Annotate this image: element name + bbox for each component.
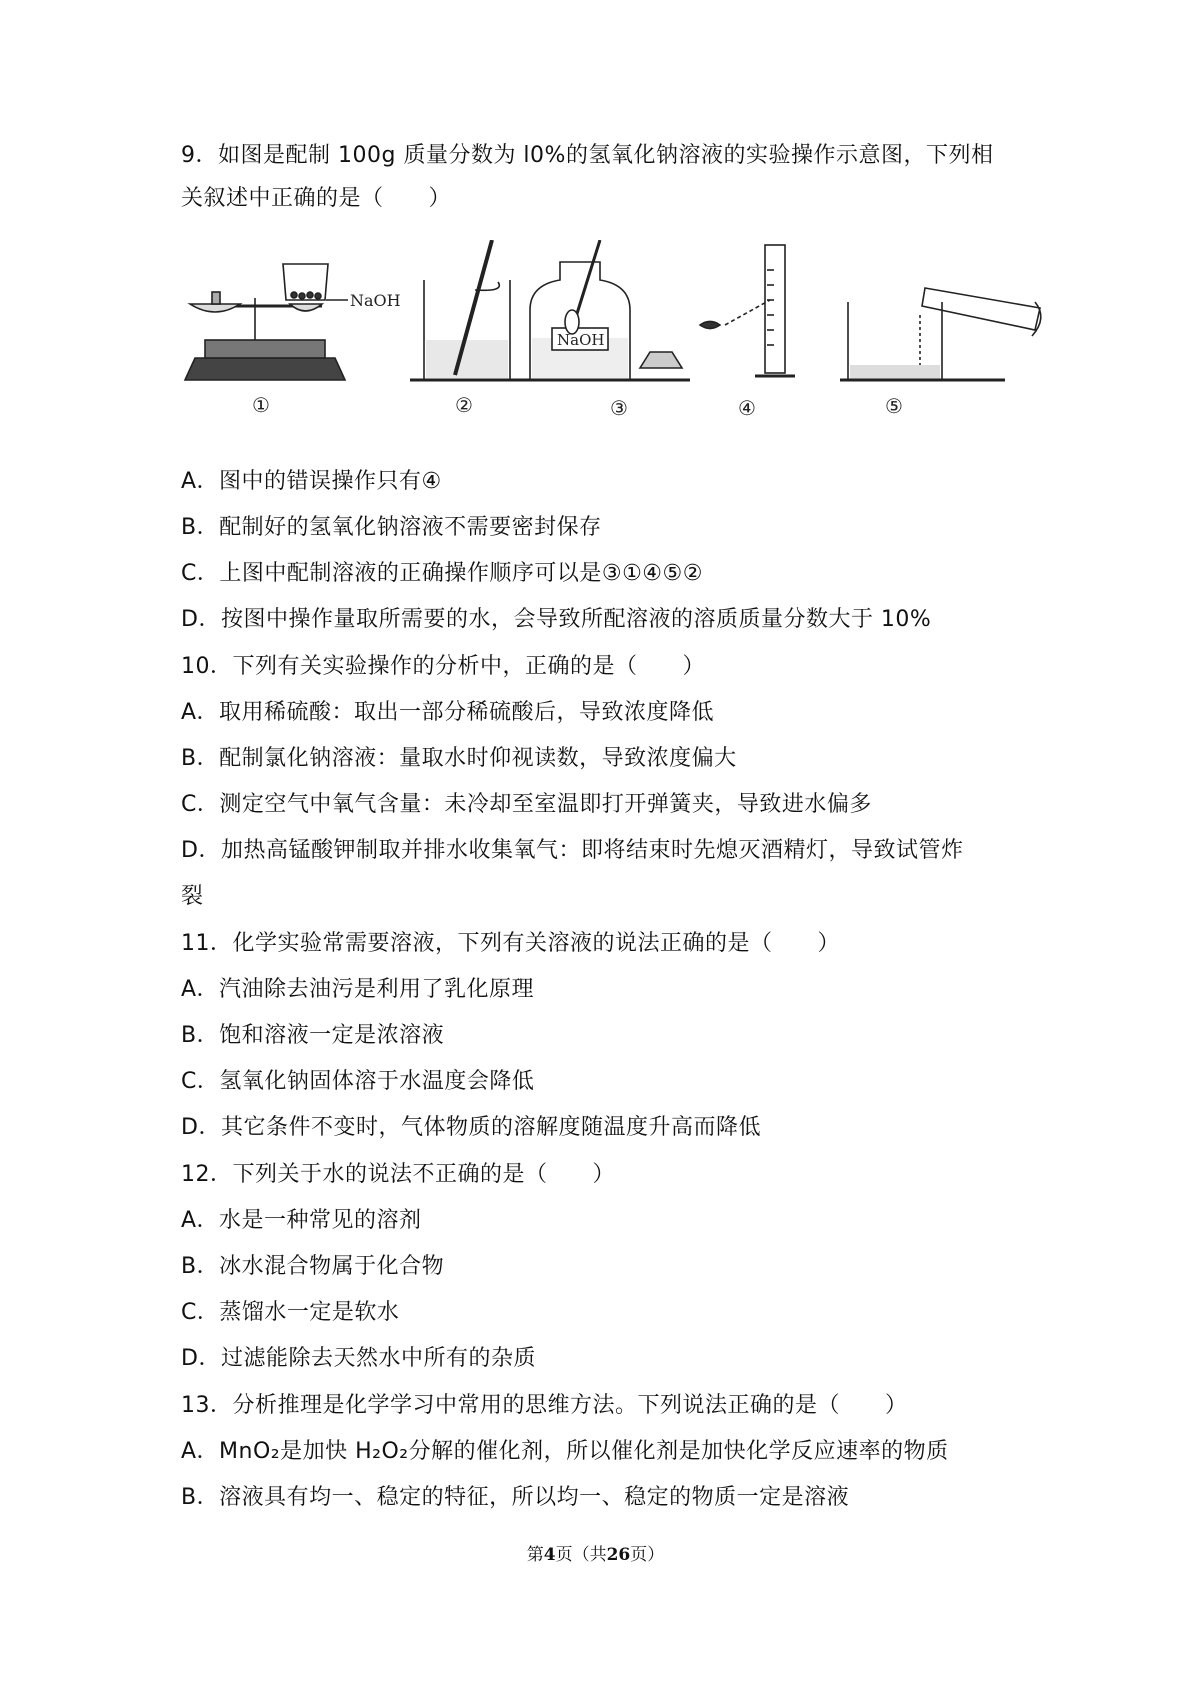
beaker-stirring-illustration (410, 240, 525, 380)
q11-option-c: C．氢氧化钠固体溶于水温度会降低 (181, 1069, 535, 1094)
q11-option-a: A．汽油除去油污是利用了乳化原理 (181, 977, 535, 1002)
q12-option-b: B．冰水混合物属于化合物 (181, 1254, 445, 1279)
q12-option-a: A．水是一种常见的溶剂 (181, 1208, 422, 1233)
pouring-illustration (840, 288, 1041, 380)
footer-suffix: 页） (630, 1545, 665, 1565)
q11-option-b: B．饱和溶液一定是浓溶液 (181, 1023, 445, 1048)
q10-stem: 10．下列有关实验操作的分析中，正确的是（ ） (181, 654, 705, 679)
q9-option-c: C．上图中配制溶液的正确操作顺序可以是③①④⑤② (181, 561, 703, 586)
q9-option-b: B．配制好的氢氧化钠溶液不需要密封保存 (181, 515, 602, 540)
step-label-1: ① (252, 393, 270, 417)
step-label-2: ② (455, 393, 473, 417)
step-label-4: ④ (738, 396, 756, 420)
q13-option-a: A．MnO₂是加快 H₂O₂分解的催化剂，所以催化剂是加快化学反应速率的物质 (181, 1439, 949, 1464)
q12-stem: 12．下列关于水的说法不正确的是（ ） (181, 1162, 615, 1187)
naoh-label-balance: NaOH (350, 291, 401, 310)
balance-illustration (185, 264, 348, 380)
step-label-3: ③ (610, 396, 628, 420)
q9-figure (180, 240, 1120, 455)
q10-option-b: B．配制氯化钠溶液：量取水时仰视读数，导致浓度偏大 (181, 746, 737, 771)
q9-stem-line2: 关叙述中正确的是（ ） (181, 186, 452, 211)
footer-total-pages: 26 (606, 1545, 631, 1565)
naoh-label-bottle: NaOH (557, 331, 605, 349)
q10-option-d: D．加热高锰酸钾制取并排水收集氧气：即将结束时先熄灭酒精灯，导致试管炸 (181, 838, 964, 863)
q12-option-c: C．蒸馏水一定是软水 (181, 1300, 400, 1325)
lab-operations-illustration (180, 240, 1120, 455)
q13-stem: 13．分析推理是化学学习中常用的思维方法。下列说法正确的是（ ） (181, 1393, 908, 1418)
q9-stem-line1: 9．如图是配制 100g 质量分数为 l0%的氢氧化钠溶液的实验操作示意图，下列相 (181, 143, 994, 168)
q11-option-d: D．其它条件不变时，气体物质的溶解度随温度升高而降低 (181, 1115, 761, 1140)
q10-option-d-continued: 裂 (181, 884, 204, 909)
reagent-bottle-illustration (525, 240, 690, 380)
footer-prefix: 第 (526, 1545, 544, 1565)
q9-option-d: D．按图中操作量取所需要的水，会导致所配溶液的溶质质量分数大于 10% (181, 607, 932, 632)
footer-page-number: 4 (543, 1545, 556, 1565)
q12-option-d: D．过滤能除去天然水中所有的杂质 (181, 1346, 536, 1371)
cylinder-reading-illustration (700, 245, 795, 376)
q13-option-b: B．溶液具有均一、稳定的特征，所以均一、稳定的物质一定是溶液 (181, 1485, 850, 1510)
q9-option-a: A．图中的错误操作只有④ (181, 469, 442, 494)
page-footer (0, 1540, 1191, 1565)
q10-option-c: C．测定空气中氧气含量：未冷却至室温即打开弹簧夹，导致进水偏多 (181, 792, 872, 817)
q11-stem: 11．化学实验常需要溶液，下列有关溶液的说法正确的是（ ） (181, 931, 840, 956)
footer-middle: 页（共 (555, 1545, 607, 1565)
q10-option-a: A．取用稀硫酸：取出一部分稀硫酸后，导致浓度降低 (181, 700, 715, 725)
step-label-5: ⑤ (885, 394, 903, 418)
